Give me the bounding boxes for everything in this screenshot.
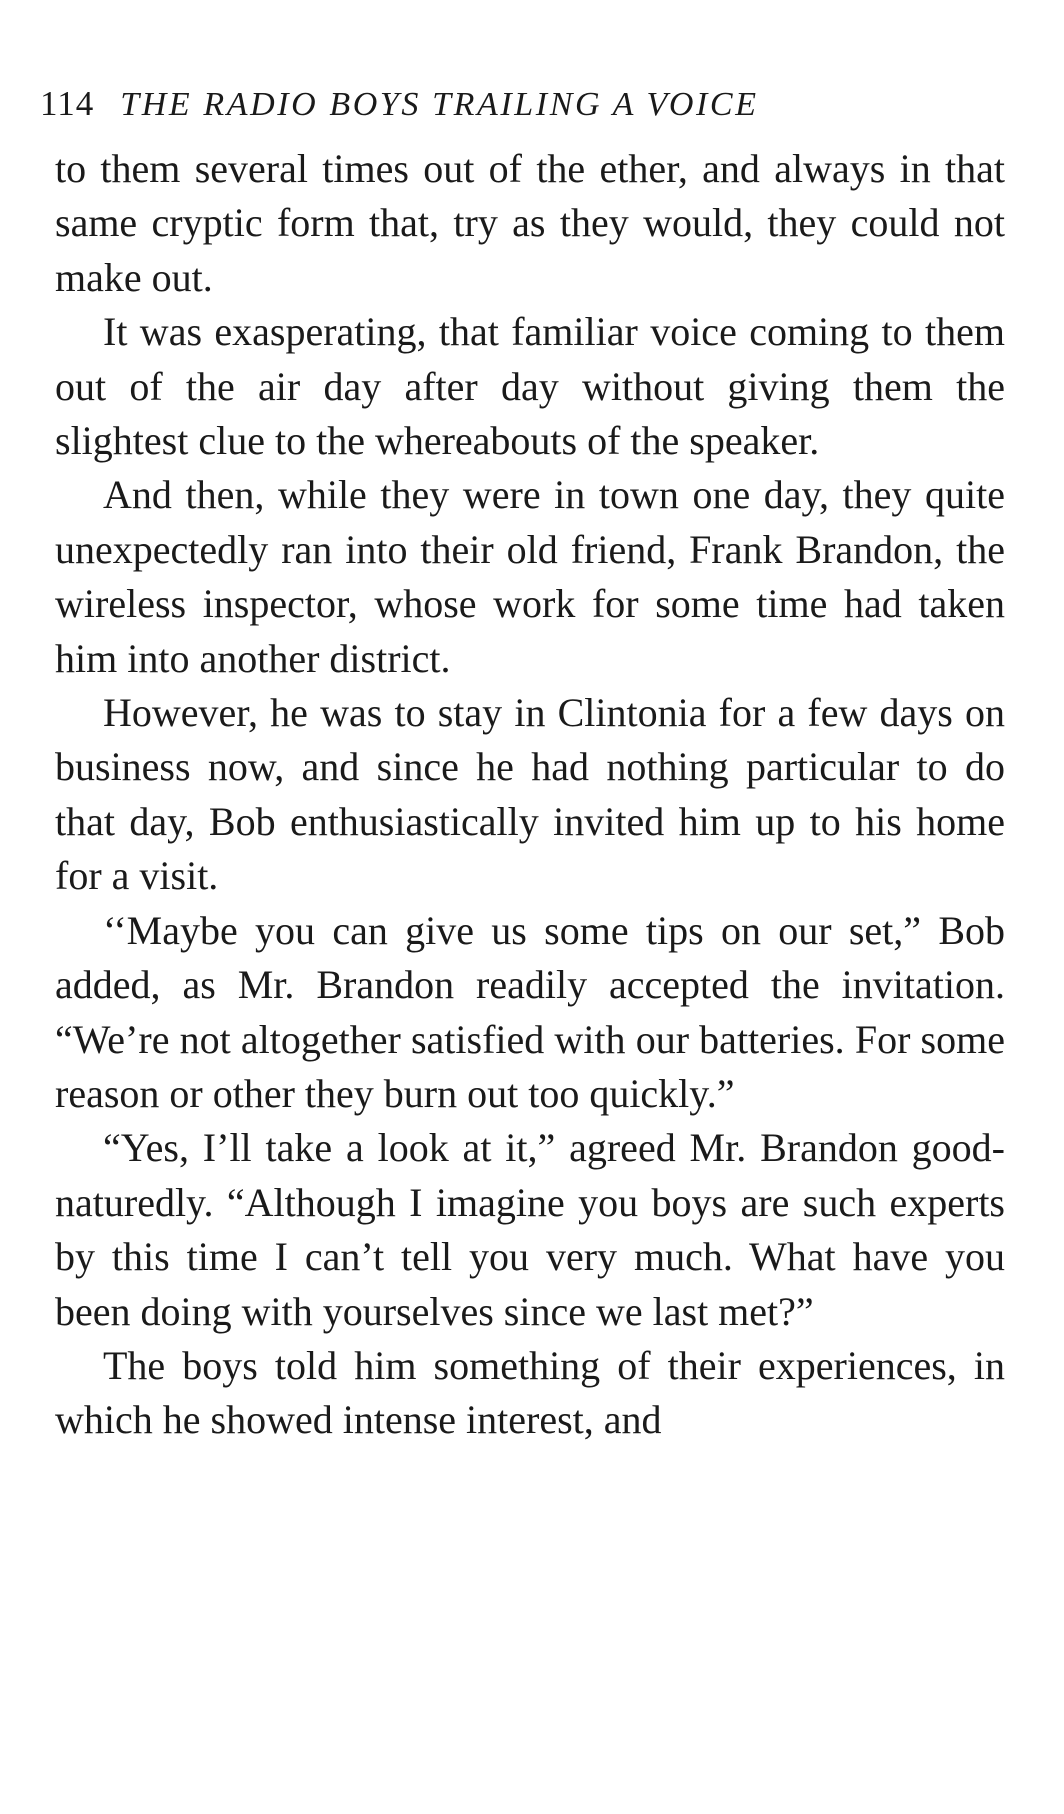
body-text <box>55 142 1005 1742</box>
paragraph: “Yes, I’ll take a look at it,” agreed Mr. Brandon good-naturedly. “Although I imagine you boys are such experts by this time I can’t tell you very much. What have you been doing with yourselves since we last met?” <box>55 1125 1005 1334</box>
running-head <box>40 82 1000 126</box>
paragraph: And then, while they were in town one day, they quite unexpectedly ran into their old friend, Frank Brandon, the wireless inspector, whose work for some time had taken him into another district. <box>55 472 1005 681</box>
paragraph: However, he was to stay in Clintonia for a few days on business now, and since he had nothing particular to do that day, Bob enthusiastically invited him up to his home for a visit. <box>55 690 1005 899</box>
running-title: THE RADIO BOYS TRAILING A VOICE <box>120 86 759 123</box>
paragraph-continued: to them several times out of the ether, and always in that same cryptic form that, try as they would, they could not make out. <box>55 146 1005 300</box>
paragraph-continues: The boys told him something of their experiences, in which he showed intense interest, and <box>55 1342 1005 1443</box>
paragraph: It was exasperating, that familiar voice coming to them out of the air day after day without giving them the slightest clue to the whereabouts of the speaker. <box>55 309 1005 464</box>
paragraph: ‘‘Maybe you can give us some tips on our set,” Bob added, as Mr. Brandon readily accepted the invitation. “We’re not altogether satisfied with our batteries. For some reason or other they burn out too quickly.” <box>55 907 1005 1116</box>
page-number: 114 <box>40 84 95 123</box>
